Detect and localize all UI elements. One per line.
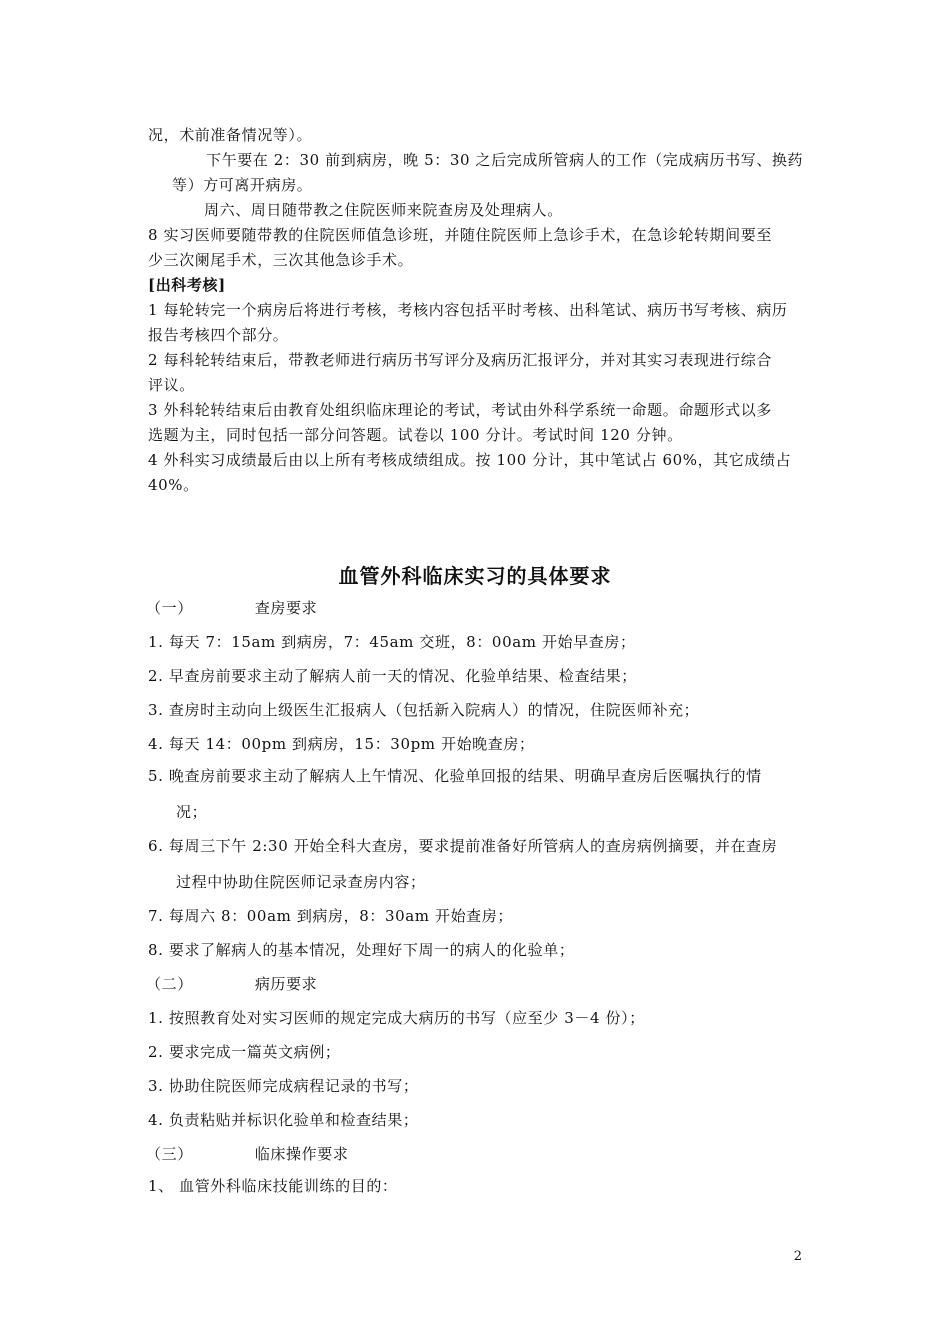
text-line: 40%。 (148, 476, 199, 494)
text-line: 1 每轮转完一个病房后将进行考核，考核内容包括平时考核、出科笔试、病历书写考核、病历 (148, 301, 788, 319)
text-line: 8 实习医师要随带教的住院医师值急诊班，并随住院医师上急诊手术，在急诊轮转期间要至 (148, 226, 772, 244)
section-number: （二） (146, 975, 193, 993)
text-line: 报告考核四个部分。 (148, 326, 289, 344)
section-label: 查房要求 (254, 599, 318, 617)
section-label: 临床操作要求 (254, 1145, 349, 1163)
list-item: 1. 按照教育处对实习医师的规定完成大病历的书写（应至少 3－4 份）； (148, 1009, 645, 1027)
list-item: 3. 协助住院医师完成病程记录的书写； (148, 1077, 419, 1095)
section-heading (146, 1144, 348, 1164)
text-line: 周六、周日随带教之住院医师来院查房及处理病人。 (204, 201, 563, 219)
section-heading (146, 974, 317, 994)
text-line: 选题为主，同时包括一部分问答题。试卷以 100 分计。考试时间 120 分钟。 (148, 426, 683, 444)
section-heading (146, 598, 317, 618)
list-item-continuation: 过程中协助住院医师记录查房内容； (176, 873, 426, 891)
text-line: 3 外科轮转结束后由教育处组织临床理论的考试，考试由外科学系统一命题。命题形式以多 (148, 401, 772, 419)
text-line: 况，术前准备情况等）。 (148, 126, 313, 144)
list-item: 1. 每天 7：15am 到病房，7：45am 交班，8：00am 开始早查房； (148, 633, 636, 651)
list-item-continuation: 况； (176, 803, 208, 821)
text-line: 少三次阑尾手术，三次其他急诊手术。 (148, 251, 414, 269)
list-item: 2. 要求完成一篇英文病例； (148, 1043, 341, 1061)
page-number: 2 (793, 1249, 802, 1264)
section-number: （一） (146, 599, 193, 617)
list-item: 4. 每天 14：00pm 到病房，15：30pm 开始晚查房； (148, 735, 535, 753)
section-title: 血管外科临床实习的具体要求 (338, 564, 612, 588)
text-line: 2 每科轮转结束后，带教老师进行病历书写评分及病历汇报评分，并对其实习表现进行综合 (148, 351, 772, 369)
list-item: 2. 早查房前要求主动了解病人前一天的情况、化验单结果、检查结果； (148, 667, 637, 685)
section-number: （三） (146, 1145, 193, 1163)
list-item: 7. 每周六 8：00am 到病房，8：30am 开始查房； (148, 907, 513, 925)
text-line: 评议。 (148, 376, 195, 394)
list-item: 6. 每周三下午 2:30 开始全科大查房，要求提前准备好所管病人的查房病例摘要，并在查房 (148, 837, 778, 855)
list-item: 3. 查房时主动向上级医生汇报病人（包括新入院病人）的情况，住院医师补充； (148, 701, 700, 719)
section-label: 病历要求 (254, 975, 318, 993)
list-item: 8. 要求了解病人的基本情况，处理好下周一的病人的化验单； (148, 941, 575, 959)
list-item: 5. 晚查房前要求主动了解病人上午情况、化验单回报的结果、明确早查房后医嘱执行的情 (148, 767, 762, 785)
list-item: 4. 负责粘贴并标识化验单和检查结果； (148, 1111, 419, 1129)
text-line: 4 外科实习成绩最后由以上所有考核成绩组成。按 100 分计，其中笔试占 60%，其它成绩占 (148, 451, 792, 469)
text-line: 等）方可离开病房。 (172, 176, 313, 194)
list-item: 1、 血管外科临床技能训练的目的： (148, 1177, 398, 1195)
exam-heading: [出科考核] (148, 276, 226, 294)
text-line: 下午要在 2：30 前到病房，晚 5：30 之后完成所管病人的工作（完成病历书写、换药 (206, 151, 804, 169)
